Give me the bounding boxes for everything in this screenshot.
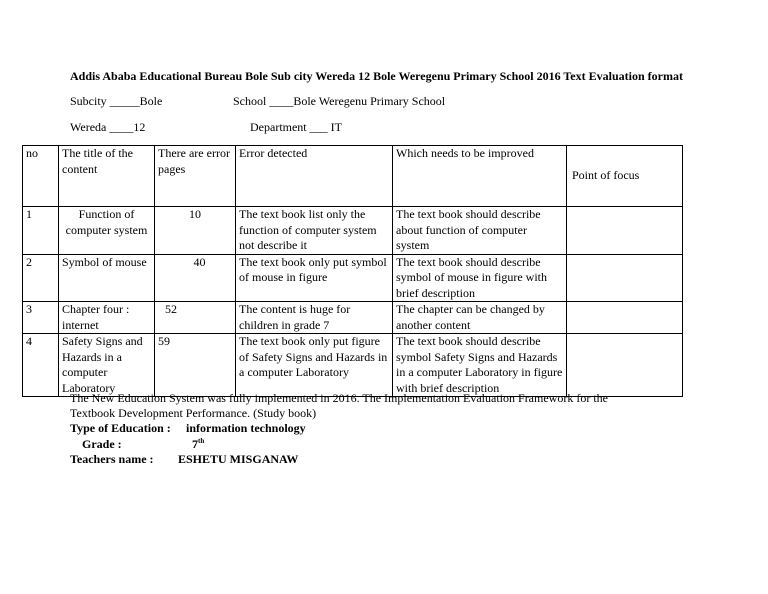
cell-error: The content is huge for children in grade 7 xyxy=(236,302,393,334)
header-error-pages: There are error pages xyxy=(155,146,236,207)
cell-improve: The text book should describe symbol of mouse in figure with brief description xyxy=(393,254,567,302)
cell-no: 1 xyxy=(23,207,59,255)
cell-focus xyxy=(567,302,683,334)
cell-focus xyxy=(567,254,683,302)
type-of-education-value: information technology xyxy=(186,421,306,435)
department-field: Department ___ IT xyxy=(250,120,342,134)
table-row xyxy=(23,334,683,397)
grade-value xyxy=(192,437,204,452)
document-title: Addis Ababa Educational Bureau Bole Sub city Wereda 12 Bole Weregenu Primary School 2016 Text Evaluation format xyxy=(70,69,683,83)
table-row xyxy=(23,302,683,334)
table-row xyxy=(23,207,683,255)
cell-title: Chapter four : internet xyxy=(59,302,155,334)
cell-improve: The chapter can be changed by another content xyxy=(393,302,567,334)
subcity-field: Subcity _____Bole xyxy=(70,94,163,108)
wereda-field: Wereda ____12 xyxy=(70,120,146,134)
cell-no: 2 xyxy=(23,254,59,302)
school-field: School ____Bole Weregenu Primary School xyxy=(233,94,446,108)
type-of-education-label: Type of Education : xyxy=(70,421,171,435)
cell-improve: The text book should describe about function of computer system xyxy=(393,207,567,255)
cell-error: The text book only put symbol of mouse in figure xyxy=(236,254,393,302)
header-error-detected: Error detected xyxy=(236,146,393,207)
cell-pages: 52 xyxy=(155,302,236,334)
cell-no: 3 xyxy=(23,302,59,334)
grade-number: 7 xyxy=(192,437,198,451)
table-header-row xyxy=(23,146,683,207)
cell-title: Function of computer system xyxy=(59,207,155,255)
cell-focus xyxy=(567,207,683,255)
evaluation-table xyxy=(22,145,683,397)
teachers-name-value: ESHETU MISGANAW xyxy=(178,452,299,466)
footer-paragraph-line1: The New Education System was fully implemented in 2016. The Implementation Evaluation Framework for the xyxy=(70,391,608,405)
grade-label: Grade : xyxy=(82,437,122,451)
cell-no: 4 xyxy=(23,334,59,397)
header-focus: Point of focus xyxy=(567,146,683,207)
cell-pages: 40 xyxy=(155,254,236,302)
cell-improve: The text book should describe symbol Safety Signs and Hazards in a computer Laboratory in figure with brief description xyxy=(393,334,567,397)
teachers-name-label: Teachers name : xyxy=(70,452,154,466)
cell-pages: 10 xyxy=(155,207,236,255)
cell-error: The text book only put figure of Safety Signs and Hazards in a computer Laboratory xyxy=(236,334,393,397)
header-improve: Which needs to be improved xyxy=(393,146,567,207)
cell-error: The text book list only the function of computer system not describe it xyxy=(236,207,393,255)
header-no: no xyxy=(23,146,59,207)
grade-suffix: th xyxy=(198,437,205,445)
cell-title: Safety Signs and Hazards in a computer Laboratory xyxy=(59,334,155,397)
cell-pages: 59 xyxy=(155,334,236,397)
header-title: The title of the content xyxy=(59,146,155,207)
cell-title: Symbol of mouse xyxy=(59,254,155,302)
footer-paragraph-line2: Textbook Development Performance. (Study book) xyxy=(70,406,317,420)
cell-focus xyxy=(567,334,683,397)
table-row xyxy=(23,254,683,302)
